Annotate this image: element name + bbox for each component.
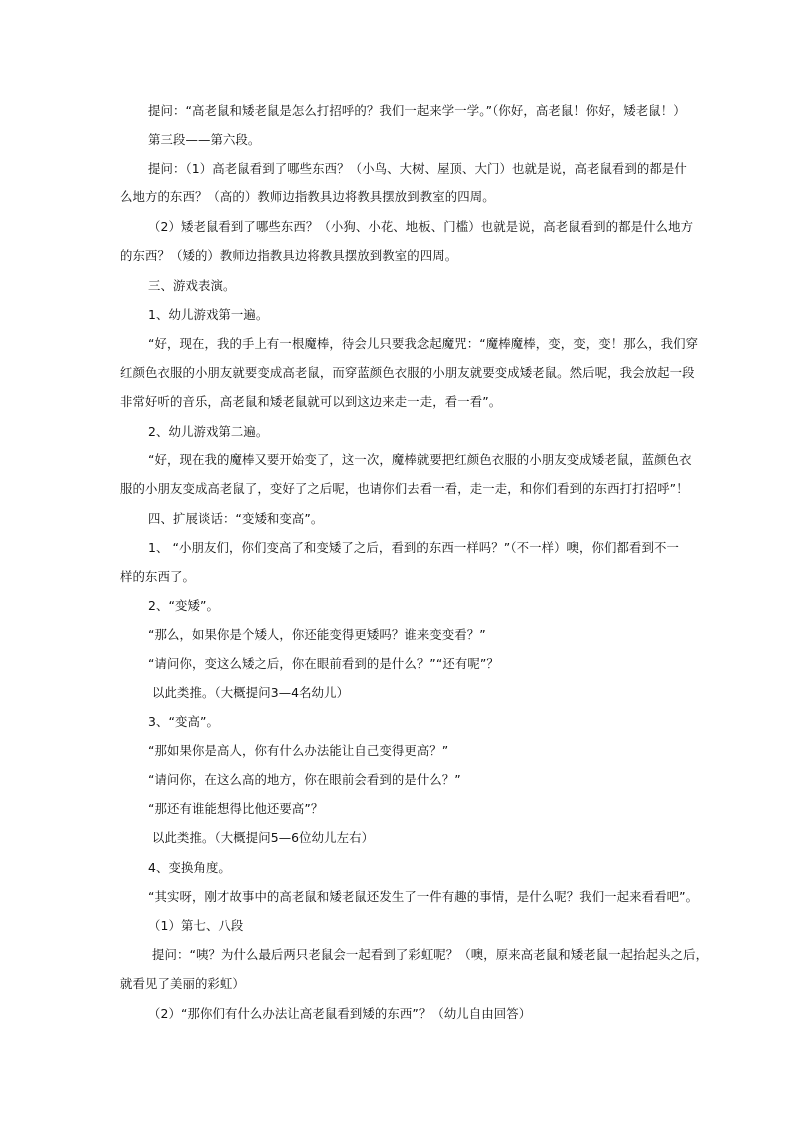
text-line: “其实呀，刚才故事中的高老鼠和矮老鼠还发生了一件有趣的事情，是什么呢？我们一起来看看吧”。: [148, 889, 699, 904]
text-line: “那么，如果你是个矮人，你还能变得更矮吗？谁来变变看？”: [148, 627, 486, 642]
text-line: 提问：“咦？为什么最后两只老鼠会一起看到了彩虹呢？（噢，原来高老鼠和矮老鼠一起抬起头之后，: [152, 947, 709, 962]
text-line: 以此类推。（大概提问5—6位幼儿左右）: [152, 830, 375, 845]
text-line: “好，现在，我的手上有一根魔棒，待会儿只要我念起魔咒：“魔棒魔棒，变，变，变！那么，我们穿: [148, 336, 699, 351]
text-line: （1）第七、八段: [148, 918, 244, 933]
text-line: 1、 “小朋友们，你们变高了和变矮了之后，看到的东西一样吗？”（不一样）噢，你们都看到不一: [148, 540, 679, 555]
text-line: 的东西？（矮的）教师边指教具边将教具摆放到教室的四周。: [120, 248, 458, 263]
text-line: 1、幼儿游戏第一遍。: [148, 307, 269, 322]
text-line: “请问你，在这么高的地方，你在眼前会看到的是什么？”: [148, 772, 461, 787]
text-line: “好，现在我的魔棒又要开始变了，这一次，魔棒就要把红颜色衣服的小朋友变成矮老鼠，蓝颜色衣: [148, 452, 692, 467]
text-line: 第三段——第六段。: [148, 132, 261, 147]
text-line: 非常好听的音乐，高老鼠和矮老鼠就可以到这边来走一走，看一看”。: [120, 394, 502, 409]
text-line: （2）“那你们有什么办法让高老鼠看到矮的东西”？（幼儿自由回答）: [148, 1006, 532, 1021]
text-line: 就看见了美丽的彩虹）: [120, 976, 245, 991]
text-line: 么地方的东西？（高的）教师边指教具边将教具摆放到教室的四周。: [120, 189, 495, 204]
text-line: 2、“变矮”。: [148, 598, 219, 613]
text-line: （2）矮老鼠看到了哪些东西？（小狗、小花、地板、门槛）也就是说，高老鼠看到的都是什么地方: [148, 219, 694, 234]
section-heading: 四、扩展谈话：“变矮和变高”。: [148, 511, 324, 526]
text-line: 提问：（1）高老鼠看到了哪些东西？（小鸟、大树、屋顶、大门）也就是说，高老鼠看到的都是什: [148, 161, 687, 176]
text-line: 以此类推。（大概提问3—4名幼儿）: [152, 685, 350, 700]
section-heading: 三、游戏表演。: [148, 278, 236, 293]
text-line: “那还有谁能想得比他还要高”？: [148, 801, 324, 816]
text-line: 服的小朋友变成高老鼠了，变好了之后呢，也请你们去看一看，走一走，和你们看到的东西打打招呼”！: [120, 481, 689, 496]
text-line: “请问你，变这么矮之后，你在眼前看到的是什么？”“还有呢”？: [148, 656, 499, 671]
text-line: 4、变换角度。: [148, 860, 231, 875]
text-line: 样的东西了。: [120, 569, 195, 584]
text-line: 3、“变高”。: [148, 714, 219, 729]
text-line: “那如果你是高人，你有什么办法能让自己变得更高？”: [148, 743, 449, 758]
text-line: 提问：“高老鼠和矮老鼠是怎么打招呼的？我们一起来学一学。”（你好，高老鼠！你好，矮老鼠！）: [148, 103, 686, 118]
text-line: 红颜色衣服的小朋友就要变成高老鼠，而穿蓝颜色衣服的小朋友就要变成矮老鼠。然后呢，我会放起一段: [120, 365, 695, 380]
text-line: 2、幼儿游戏第二遍。: [148, 424, 269, 439]
